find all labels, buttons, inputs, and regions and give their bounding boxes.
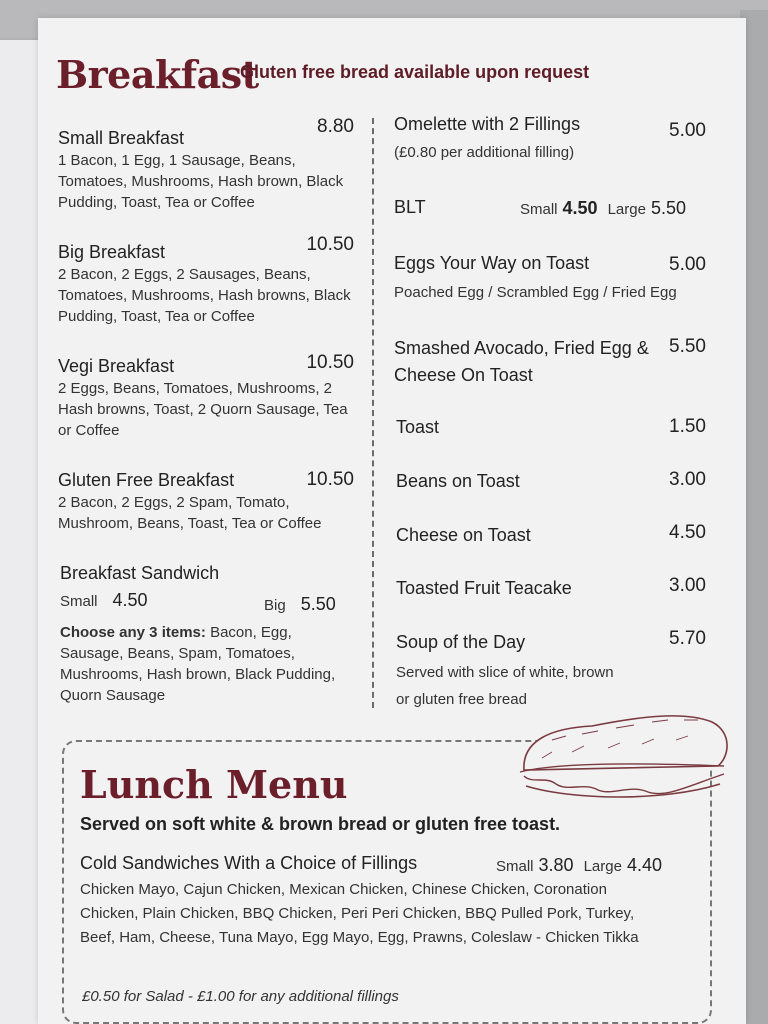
- item-price: 5.50: [669, 336, 706, 357]
- sandwich-small-size: Small 4.50: [60, 590, 148, 610]
- item-price: 4.50: [669, 522, 706, 543]
- item-description: (£0.80 per additional filling): [394, 144, 575, 161]
- item-price: 5.00: [669, 120, 706, 141]
- item-price: 3.00: [669, 575, 706, 596]
- item-name: Gluten Free Breakfast: [58, 470, 235, 490]
- item-description: 2 Bacon, 2 Eggs, 2 Sausages, Beans, Tomatoes, Mushrooms, Hash browns, Black Pudding, Toast, Tea or Coffee: [58, 266, 351, 325]
- item-description: Poached Egg / Scrambled Egg / Fried Egg: [394, 284, 677, 301]
- item-name: Toast: [396, 417, 440, 437]
- item-price: 3.00: [669, 469, 706, 490]
- item-price: 10.50: [306, 469, 354, 490]
- item-name: Beans on Toast: [396, 471, 520, 491]
- item-price: 8.80: [317, 116, 354, 137]
- column-divider: [372, 118, 374, 708]
- item-price: 10.50: [306, 352, 354, 373]
- item-price: 5.00: [669, 254, 706, 275]
- item-name: Small Breakfast: [58, 128, 185, 148]
- sandwich-big-size: Big 5.50: [264, 594, 336, 614]
- left-menu-page: [0, 40, 43, 1024]
- lunch-title: Lunch Menu: [80, 762, 348, 807]
- item-name: Breakfast Sandwich: [60, 563, 220, 583]
- sandwich-choose-text: Choose any 3 items: Bacon, Egg, Sausage, Beans, Spam, Tomatoes, Mushrooms, Hash brown, Black Pudding, Quorn Sausage: [60, 624, 336, 704]
- item-name: Vegi Breakfast: [58, 356, 175, 376]
- lunch-subtitle: Served on soft white & brown bread or gluten free toast.: [80, 814, 561, 834]
- item-name: BLT: [394, 197, 426, 217]
- item-name: Toasted Fruit Teacake: [396, 578, 572, 598]
- item-description: 1 Bacon, 1 Egg, 1 Sausage, Beans, Tomatoes, Mushrooms, Hash brown, Black Pudding, Toast, Tea or Coffee: [58, 152, 344, 211]
- fillings-list: Chicken Mayo, Cajun Chicken, Mexican Chicken, Chinese Chicken, Coronation Chicken, Plain Chicken, BBQ Chicken, Peri Peri Chicken, BBQ Pulled Pork, Turkey, Beef, Ham, Cheese, Tuna Mayo, Egg Mayo, Egg, Prawns, Coleslaw - Chicken Tikka: [80, 881, 639, 946]
- item-name: Omelette with 2 Fillings: [394, 114, 581, 134]
- item-name: Soup of the Day: [396, 632, 526, 652]
- cold-sandwich-sizes: Small 3.80 Large 4.40: [496, 855, 663, 875]
- item-name: Cheese on Toast: [396, 525, 531, 545]
- item-description: 2 Eggs, Beans, Tomatoes, Mushrooms, 2 Hash browns, Toast, 2 Quorn Sausage, Tea or Coffee: [58, 380, 348, 439]
- item-price: 1.50: [669, 416, 706, 437]
- item-description: 2 Bacon, 2 Eggs, 2 Spam, Tomato, Mushroom, Beans, Toast, Tea or Coffee: [58, 494, 322, 532]
- breakfast-title: Breakfast: [56, 52, 259, 97]
- sandwich-illustration: [512, 700, 732, 810]
- item-name: Smashed Avocado, Fried Egg & Cheese On Toast: [394, 338, 649, 385]
- item-name: Big Breakfast: [58, 242, 166, 262]
- item-price: 5.70: [669, 628, 706, 649]
- item-description: Served with slice of white, brown or gluten free bread: [396, 664, 614, 708]
- item-price: 10.50: [306, 234, 354, 255]
- item-name: Cold Sandwiches With a Choice of Fillings: [80, 853, 418, 873]
- gluten-free-note: Gluten free bread available upon request: [240, 62, 590, 82]
- extras-note: £0.50 for Salad - £1.00 for any additional fillings: [82, 988, 399, 1005]
- blt-sizes: Small 4.50 Large 5.50: [520, 198, 687, 218]
- item-name: Eggs Your Way on Toast: [394, 253, 590, 273]
